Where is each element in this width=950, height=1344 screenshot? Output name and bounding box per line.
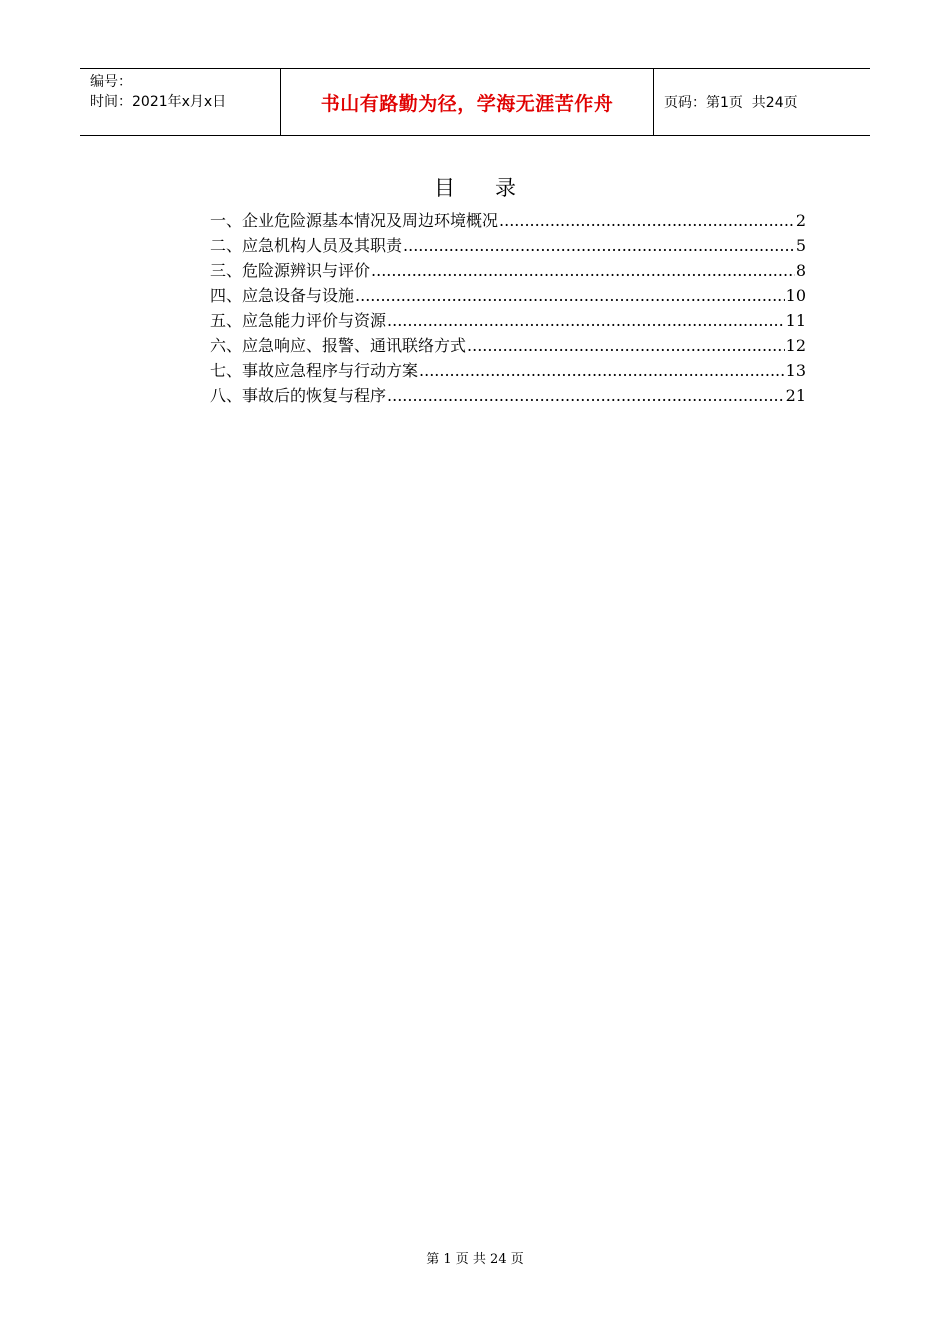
toc-entry[interactable] bbox=[210, 283, 806, 308]
toc-entry-label: 八、事故后的恢复与程序 bbox=[210, 386, 387, 405]
toc-entry-label: 五、应急能力评价与资源 bbox=[210, 311, 387, 330]
toc-entry[interactable] bbox=[210, 208, 806, 233]
toc-entry-page: 12 bbox=[785, 336, 806, 355]
toc-leader-dots bbox=[499, 208, 795, 233]
toc-entry-label: 四、应急设备与设施 bbox=[210, 286, 355, 305]
toc-entry[interactable] bbox=[210, 233, 806, 258]
toc-entry-label: 七、事故应急程序与行动方案 bbox=[210, 361, 419, 380]
toc-entry[interactable] bbox=[210, 258, 806, 283]
toc-entry-page: 13 bbox=[785, 361, 806, 380]
toc-title bbox=[0, 172, 950, 202]
header-page-cell bbox=[654, 69, 870, 135]
toc-entry-label: 六、应急响应、报警、通讯联络方式 bbox=[210, 336, 467, 355]
toc-entry-page: 21 bbox=[785, 386, 806, 405]
toc-leader-dots bbox=[355, 283, 785, 308]
header-motto: 书山有路勤为径，学海无涯苦作舟 bbox=[320, 92, 614, 115]
toc-entry-label: 二、应急机构人员及其职责 bbox=[210, 236, 403, 255]
header-info-cell bbox=[80, 69, 281, 135]
toc-entry-page: 2 bbox=[795, 211, 806, 230]
toc-leader-dots bbox=[371, 258, 795, 283]
toc-entry-label: 三、危险源辨识与评价 bbox=[210, 261, 371, 280]
toc-leader-dots bbox=[387, 308, 785, 333]
toc-leader-dots bbox=[467, 333, 785, 358]
toc-entry[interactable] bbox=[210, 383, 806, 408]
toc-entry[interactable] bbox=[210, 308, 806, 333]
toc-leader-dots bbox=[387, 383, 785, 408]
toc-entry[interactable] bbox=[210, 333, 806, 358]
toc-title-part2: 录 bbox=[495, 176, 516, 200]
toc-entry-page: 5 bbox=[795, 236, 806, 255]
page-footer bbox=[0, 1248, 950, 1267]
header-page-info: 页码：第1页 共24页 bbox=[664, 95, 798, 111]
toc-entry-label: 一、企业危险源基本情况及周边环境概况 bbox=[210, 211, 499, 230]
footer-page-number: 第 1 页 共 24 页 bbox=[426, 1252, 524, 1267]
table-of-contents bbox=[210, 208, 806, 408]
toc-leader-dots bbox=[403, 233, 795, 258]
toc-leader-dots bbox=[419, 358, 785, 383]
toc-entry-page: 10 bbox=[785, 286, 806, 305]
toc-entry-page: 11 bbox=[785, 311, 806, 330]
page-header-table bbox=[80, 68, 870, 136]
toc-title-part1: 目 bbox=[434, 176, 455, 200]
document-date-label: 时间：2021年x月x日 bbox=[90, 94, 227, 110]
header-motto-cell bbox=[281, 69, 654, 135]
document-code-label: 编号： bbox=[90, 74, 132, 90]
toc-entry[interactable] bbox=[210, 358, 806, 383]
toc-entry-page: 8 bbox=[795, 261, 806, 280]
